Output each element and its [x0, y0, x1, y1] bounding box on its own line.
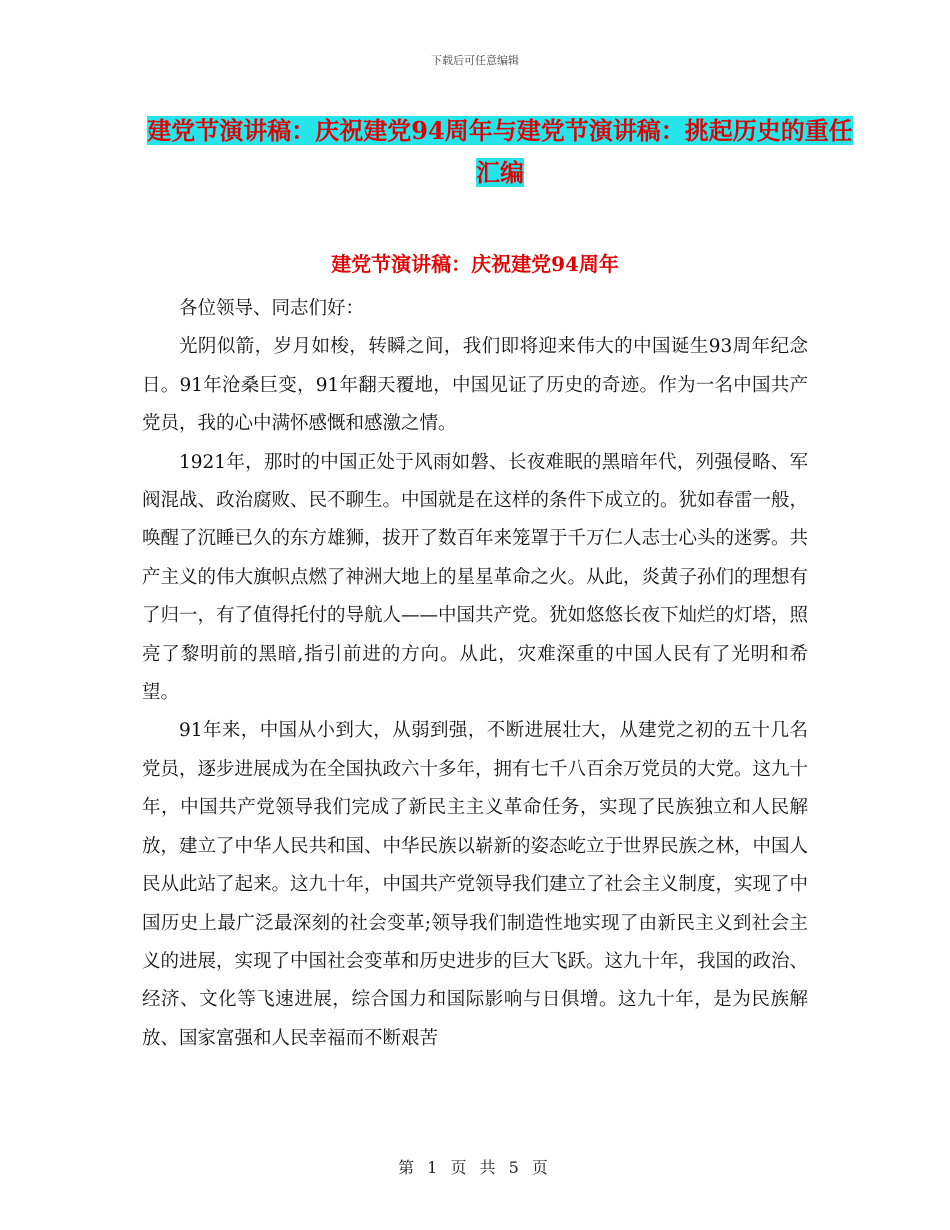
page-number: 第 1 页 共 5 页: [398, 1158, 552, 1177]
section-heading: 建党节演讲稿：庆祝建党94周年: [331, 252, 619, 276]
document-title: [140, 110, 860, 194]
paragraph: 1921年，那时的中国正处于风雨如磐、长夜难眠的黑暗年代，列强侵略、军阀混战、政治腐败、民不聊生。中国就是在这样的条件下成立的。犹如春雷一般，唤醒了沉睡已久的东方雄狮，拔开了数百年来笼罩于千万仁人志士心头的迷雾。共产主义的伟大旗帜点燃了神洲大地上的星星革命之火。从此，炎黄子孙们的理想有了归一，有了值得托付的导航人——中国共产党。犹如悠悠长夜下灿烂的灯塔，照亮了黎明前的黑暗,指引前进的方向。从此，灾难深重的中国人民有了光明和希望。: [142, 451, 809, 704]
page-header-note: 下载后可任意编辑: [431, 54, 519, 67]
paragraph: 91年来，中国从小到大，从弱到强，不断进展壮大，从建党之初的五十几名党员，逐步进展成为在全国执政六十多年，拥有七千八百余万党员的大党。这九十年，中国共产党领导我们完成了新民主主义革命任务，实现了民族独立和人民解放，建立了中华人民共和国、中华民族以崭新的姿态屹立于世界民族之林，中国人民从此站了起来。这九十年，中国共产党领导我们建立了社会主义制度，实现了中国历史上最广泛最深刻的社会变革;领导我们制造性地实现了由新民主义到社会主义的进展，实现了中国社会变革和历史进步的巨大飞跃。这九十年，我国的政治、经济、文化等飞速进展，综合国力和国际影响与日俱增。这九十年，是为民族解放、国家富强和人民幸福而不断艰苦: [142, 720, 809, 1049]
paragraph-greeting: 各位领导、同志们好：: [179, 298, 365, 319]
document-body: [142, 290, 808, 1058]
paragraph: 光阴似箭，岁月如梭，转瞬之间，我们即将迎来伟大的中国诞生93周年纪念日。91年沧桑巨变，91年翻天覆地，中国见证了历史的奇迹。作为一名中国共产党员，我的心中满怀感慨和感激之情。: [142, 336, 808, 435]
document-title-text: 建党节演讲稿：庆祝建党94周年与建党节演讲稿：挑起历史的重任汇编: [147, 116, 853, 187]
